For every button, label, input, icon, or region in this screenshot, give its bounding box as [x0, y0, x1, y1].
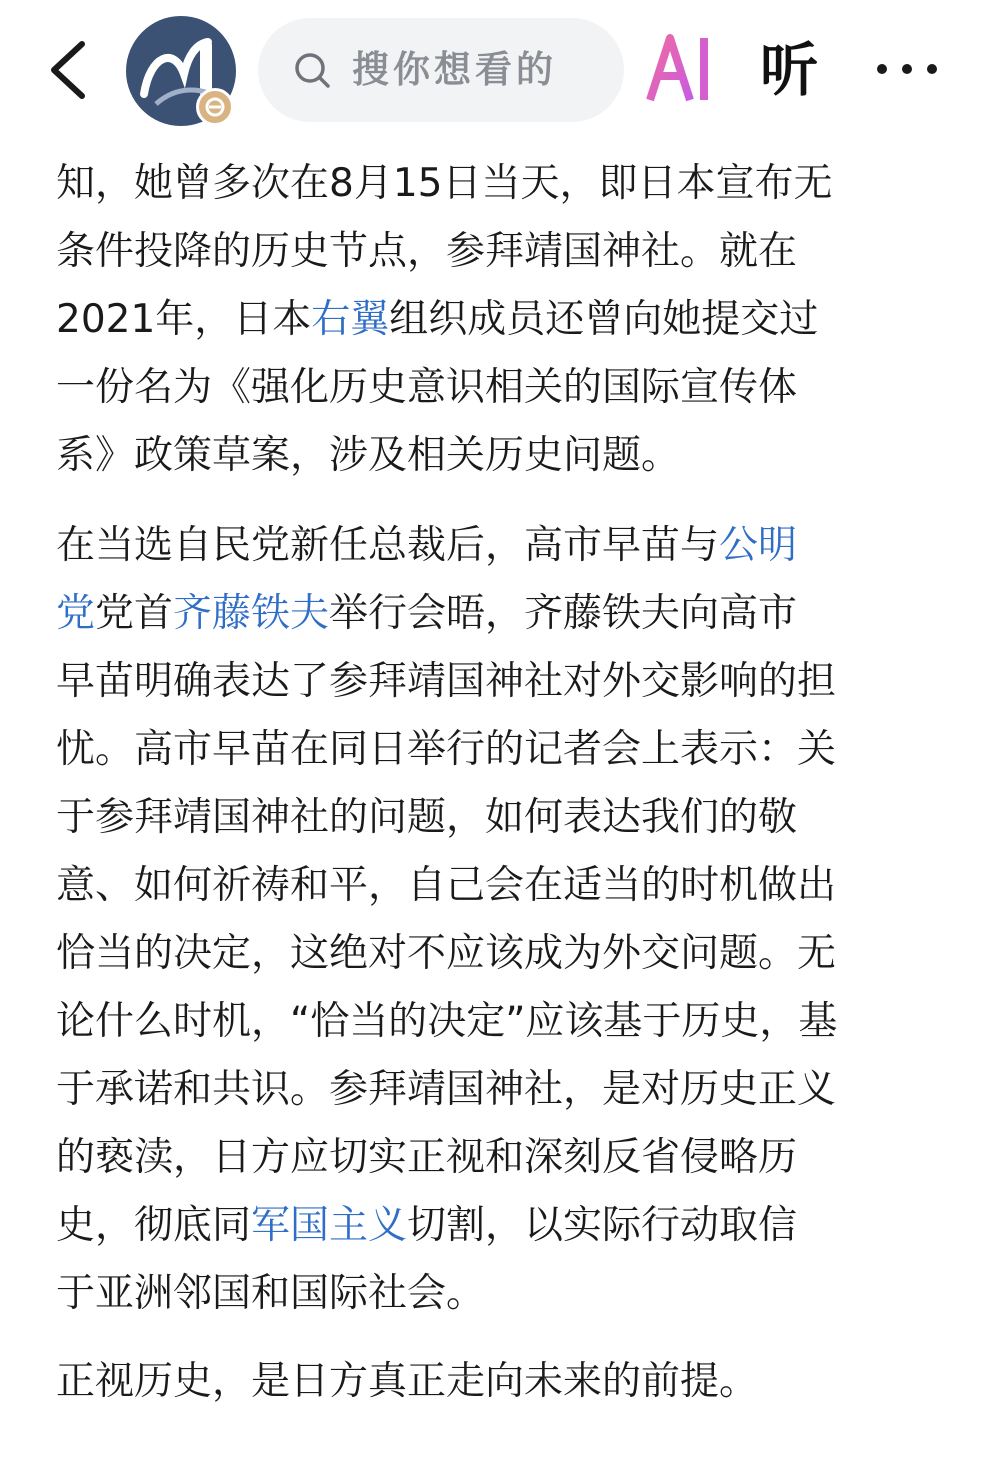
paragraph-gap: [56, 490, 936, 512]
text-segment: 忧。高市早苗在同日举行的记者会上表示：关: [56, 727, 837, 772]
entity-link[interactable]: 右翼: [311, 297, 390, 342]
ai-assistant-icon[interactable]: [644, 30, 714, 106]
text-line: [56, 422, 936, 490]
text-segment: 切割，以实际行动取信: [407, 1203, 798, 1248]
article-paragraph: [56, 1348, 936, 1416]
text-segment: 2021年，日本: [56, 297, 312, 342]
text-line: [56, 580, 936, 648]
text-segment: 知，她曾多次在8月15日当天，即日本宣布无: [56, 161, 833, 206]
text-segment: 于参拜靖国神社的问题，如何表达我们的敬: [56, 795, 798, 840]
text-segment: 的亵渎，日方应切实正视和深刻反省侵略历: [56, 1135, 798, 1180]
text-segment: 在当选自民党新任总裁后，高市早苗与: [56, 523, 720, 568]
article-body: [56, 150, 936, 1416]
search-bar[interactable]: [258, 18, 624, 122]
article-paragraph: [56, 150, 936, 490]
text-segment: 举行会晤，齐藤铁夫向高市: [329, 591, 798, 636]
text-segment: 系》政策草案，涉及相关历史问题。: [56, 433, 681, 478]
text-line: [56, 784, 936, 852]
article-paragraph: [56, 512, 936, 1328]
text-segment: 论什么时机，“恰当的决定”应该基于历史，基: [56, 999, 838, 1044]
entity-link[interactable]: 公明: [719, 523, 798, 568]
text-segment: 于承诺和共识。参拜靖国神社，是对历史正义: [56, 1067, 837, 1112]
text-line: [56, 1056, 936, 1124]
search-icon: [292, 50, 332, 90]
verified-badge-icon: [196, 88, 234, 126]
text-segment: 条件投降的历史节点，参拜靖国神社。就在: [56, 229, 798, 274]
text-segment: 一份名为《强化历史意识相关的国际宣传体: [56, 365, 798, 410]
text-segment: 于亚洲邻国和国际社会。: [56, 1271, 486, 1316]
paragraph-gap: [56, 1328, 936, 1348]
top-bar: [0, 0, 986, 140]
text-line: [56, 1348, 936, 1416]
text-segment: 正视历史，是日方真正走向未来的前提。: [56, 1359, 759, 1404]
entity-link[interactable]: 军国主义: [251, 1203, 408, 1248]
text-line: [56, 988, 936, 1056]
ai-label: AI: [644, 30, 645, 31]
text-line: [56, 716, 936, 784]
text-line: [56, 354, 936, 422]
text-line: [56, 648, 936, 716]
text-line: [56, 1192, 936, 1260]
search-placeholder: 搜你想看的: [352, 48, 557, 91]
text-line: [56, 1124, 936, 1192]
entity-link[interactable]: 齐藤铁夫: [173, 591, 330, 636]
text-line: [56, 852, 936, 920]
more-options-icon[interactable]: [874, 52, 940, 86]
text-segment: 史，彻底同: [56, 1203, 252, 1248]
text-segment: 意、如何祈祷和平，自己会在适当的时机做出: [56, 863, 837, 908]
text-line: [56, 218, 936, 286]
text-line: [56, 512, 936, 580]
text-line: [56, 150, 936, 218]
text-segment: 党首: [95, 591, 174, 636]
text-segment: 恰当的决定，这绝对不应该成为外交问题。无: [56, 931, 837, 976]
back-arrow-icon[interactable]: [46, 38, 90, 102]
text-line: [56, 1260, 936, 1328]
listen-button[interactable]: 听: [760, 36, 819, 104]
text-segment: 组织成员还曾向她提交过: [389, 297, 819, 342]
text-line: [56, 286, 936, 354]
entity-link[interactable]: 党: [56, 591, 96, 636]
text-line: [56, 920, 936, 988]
text-segment: 早苗明确表达了参拜靖国神社对外交影响的担: [56, 659, 837, 704]
